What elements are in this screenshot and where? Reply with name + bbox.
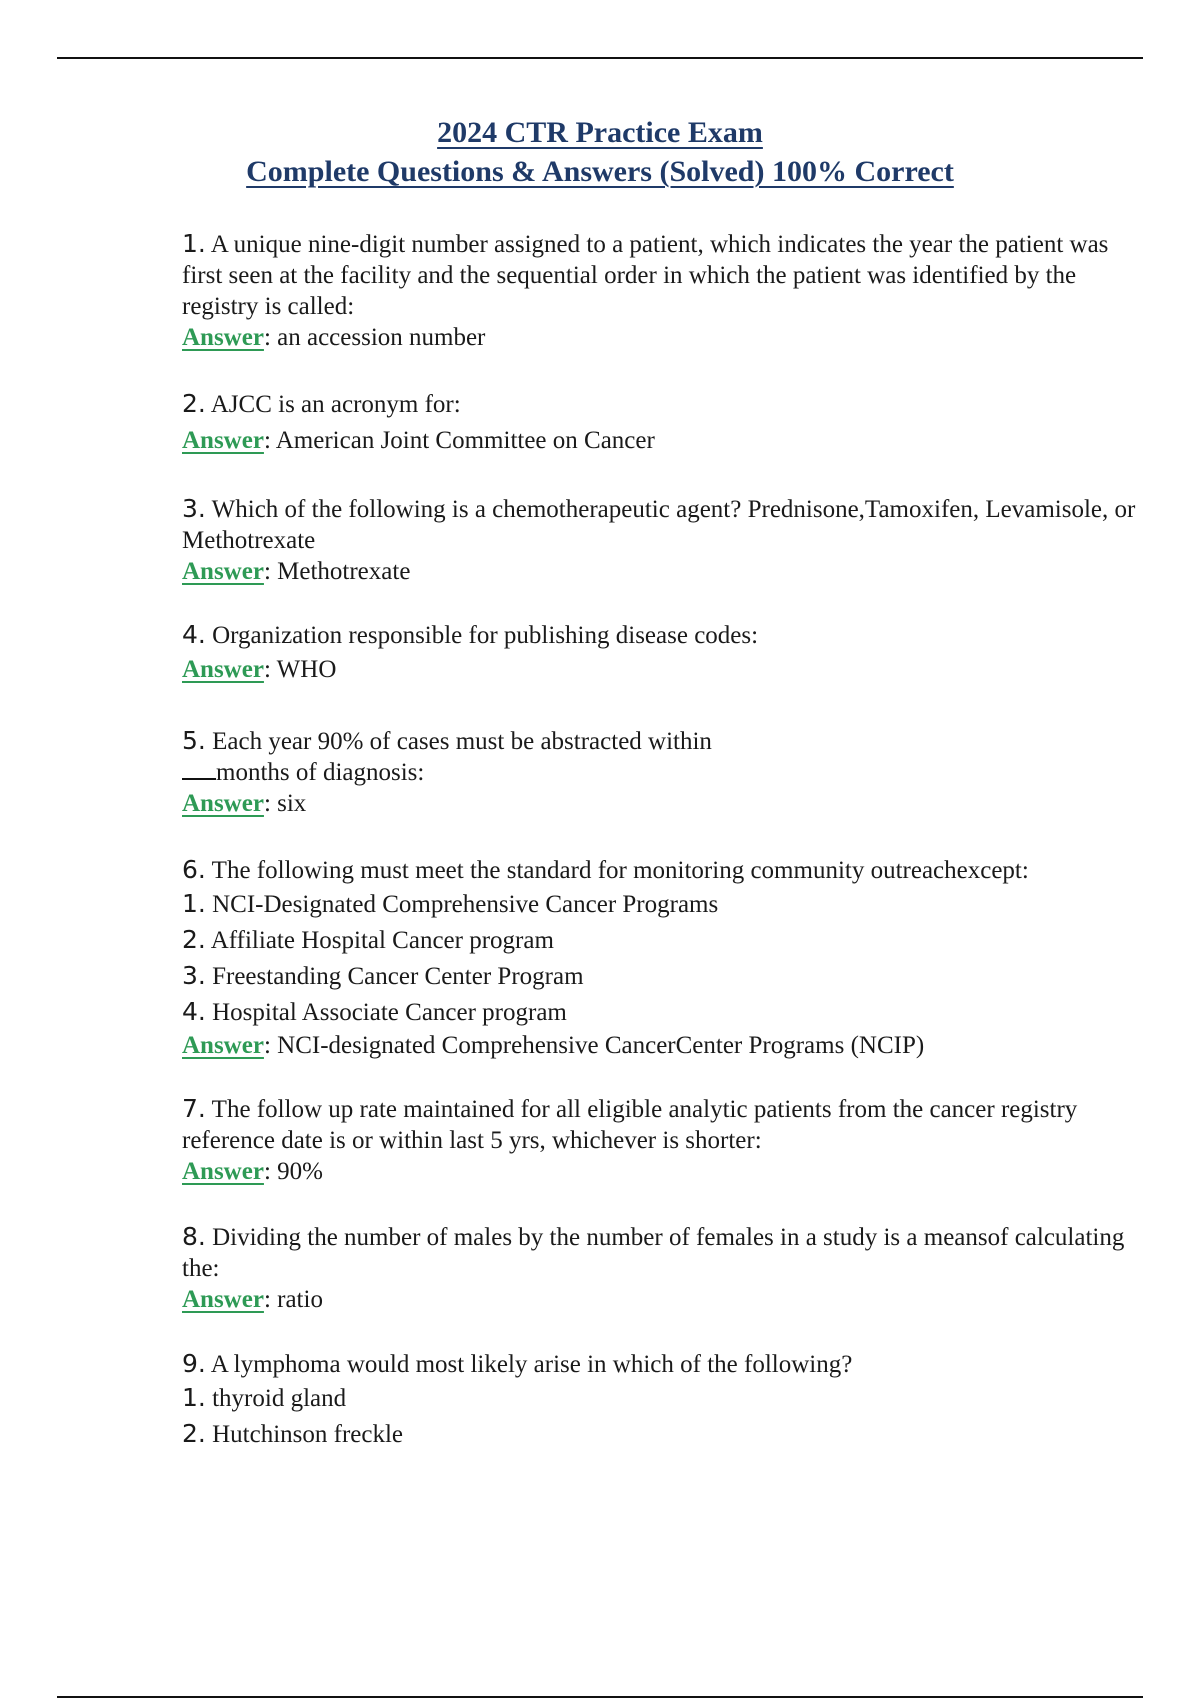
option-item: 2. Hutchinson freckle <box>182 1419 404 1448</box>
answer-line <box>182 788 1138 819</box>
question-6 <box>182 854 1138 1061</box>
answer-label: Answer <box>182 790 264 817</box>
question-text: Which of the following is a chemotherapeutic agent? Prednisone,Tamoxifen, Levamisole, or Methotrexate <box>182 496 1136 554</box>
question-text: Dividing the number of males by the number of females in a study is a meansof calculating the: <box>182 1224 1125 1282</box>
answer-line <box>182 425 1138 456</box>
question-number: 3. <box>182 494 206 523</box>
question-text: A lymphoma would most likely arise in which of the following? <box>210 1351 853 1378</box>
question-3 <box>182 493 1138 587</box>
question-number: 8. <box>182 1222 206 1251</box>
answer-line <box>182 322 1138 353</box>
option-item: 4. Hospital Associate Cancer program <box>182 997 567 1026</box>
answer-line <box>182 556 1138 587</box>
answer-text: : an accession number <box>263 324 486 351</box>
answer-label: Answer <box>182 427 264 454</box>
question-number: 7. <box>182 1094 206 1123</box>
question-8 <box>182 1221 1138 1315</box>
bottom-rule <box>57 1696 1143 1698</box>
question-5 <box>182 725 1138 819</box>
option-item: 2. Affiliate Hospital Cancer program <box>182 925 554 954</box>
question-text: AJCC is an acronym for: <box>210 391 461 418</box>
answer-label: Answer <box>182 1032 264 1059</box>
option-item: 3. Freestanding Cancer Center Program <box>182 961 584 990</box>
answer-line <box>182 654 1138 685</box>
answer-label: Answer <box>182 558 264 585</box>
option-item: 1. NCI-Designated Comprehensive Cancer Programs <box>182 889 719 918</box>
answer-text: : WHO <box>263 656 337 683</box>
document-header <box>0 113 1200 191</box>
document-subtitle: Complete Questions & Answers (Solved) 100% Correct <box>246 155 954 188</box>
question-number: 5. <box>182 726 206 755</box>
question-number: 2. <box>182 389 206 418</box>
question-1 <box>182 228 1138 353</box>
answer-text: : NCI-designated Comprehensive CancerCenter Programs (NCIP) <box>263 1032 925 1059</box>
question-2 <box>182 388 1138 456</box>
fill-in-blank <box>182 758 216 780</box>
option-item: 1. thyroid gland <box>182 1383 347 1412</box>
document-title: 2024 CTR Practice Exam <box>437 116 763 149</box>
answer-text: : American Joint Committee on Cancer <box>263 427 655 454</box>
answer-text: : ratio <box>263 1286 323 1313</box>
top-rule <box>57 57 1143 59</box>
question-9 <box>182 1348 1138 1452</box>
question-number: 9. <box>182 1349 206 1378</box>
question-number: 1. <box>182 229 206 258</box>
answer-line <box>182 1284 1138 1315</box>
answer-line <box>182 1156 1138 1187</box>
question-text-continued: months of diagnosis: <box>216 759 425 786</box>
answer-line <box>182 1030 1138 1061</box>
answer-text: : six <box>263 790 307 817</box>
answer-label: Answer <box>182 1158 264 1185</box>
question-text: Each year 90% of cases must be abstracted within <box>212 728 712 755</box>
question-text: A unique nine-digit number assigned to a patient, which indicates the year the patient was first seen at the facility and the sequential order in which the patient was identified by the registry is called: <box>182 231 1109 320</box>
question-7 <box>182 1093 1138 1187</box>
answer-text: : Methotrexate <box>263 558 411 585</box>
answer-label: Answer <box>182 324 264 351</box>
answer-label: Answer <box>182 1286 264 1313</box>
question-number: 4. <box>182 620 206 649</box>
answer-text: : 90% <box>263 1158 323 1185</box>
question-text: The follow up rate maintained for all eligible analytic patients from the cancer registry reference date is or within last 5 yrs, whichever is shorter: <box>182 1096 1078 1154</box>
question-text: The following must meet the standard for monitoring community outreachexcept: <box>211 857 1029 884</box>
question-text: Organization responsible for publishing disease codes: <box>212 622 759 649</box>
question-4 <box>182 619 1138 685</box>
question-number: 6. <box>182 855 206 884</box>
answer-label: Answer <box>182 656 264 683</box>
